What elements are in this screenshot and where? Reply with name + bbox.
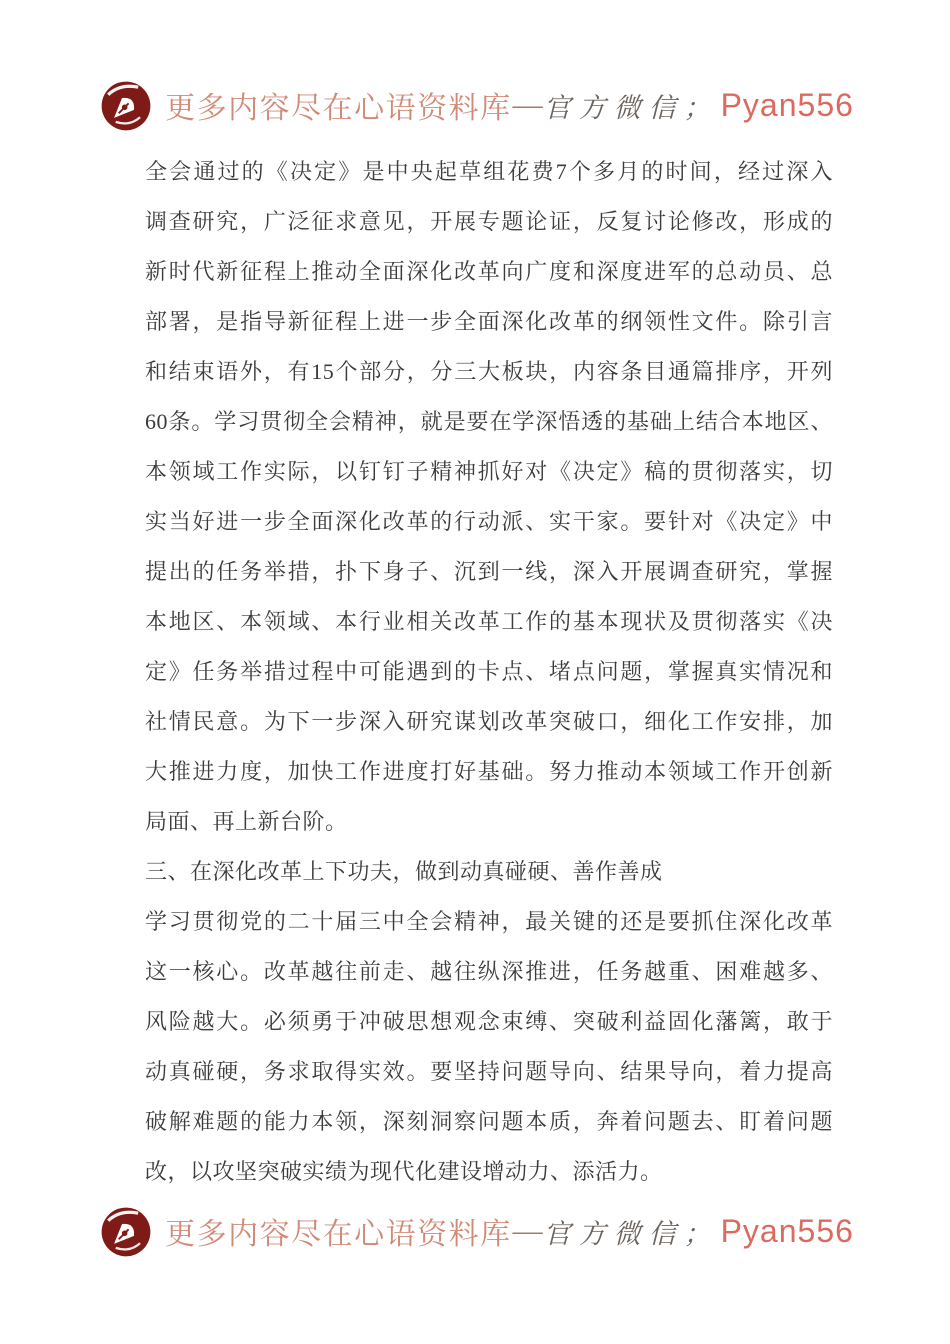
- watermark-text: 更多内容尽在心语资料库: [165, 92, 512, 125]
- text-line: 调查研究，广泛征求意见，开展专题论证，反复讨论修改，形成的: [145, 209, 833, 234]
- watermark-wechat-id: Pyan556: [720, 86, 854, 123]
- text-line: 本地区、本领域、本行业相关改革工作的基本现状及贯彻落实《决: [145, 609, 833, 634]
- text-line: 实当好进一步全面深化改革的行动派、实干家。要针对《决定》中: [145, 509, 833, 534]
- text-line: 全会通过的《决定》是中央起草组花费7个多月的时间，经过深入: [145, 159, 833, 184]
- text-line: 大推进力度，加快工作进度打好基础。努力推动本领域工作开创新: [145, 759, 833, 784]
- text-line: 本领域工作实际，以钉钉子精神抓好对《决定》稿的贯彻落实，切: [145, 459, 833, 484]
- text-line: 学习贯彻党的二十届三中全会精神，最关键的还是要抓住深化改革: [145, 909, 833, 934]
- text-line: 社情民意。为下一步深入研究谋划改革突破口，细化工作安排，加: [145, 709, 833, 734]
- watermark-wechat-label: 官方微信；: [543, 92, 719, 123]
- watermark-wechat-label: 官方微信；: [543, 1218, 719, 1249]
- pen-nib-logo-icon: [96, 74, 156, 136]
- text-line: 局面、再上新台阶。: [145, 809, 348, 834]
- text-line: 这一核心。改革越往前走、越往纵深推进，任务越重、困难越多、: [145, 959, 833, 984]
- text-line: 提出的任务举措，扑下身子、沉到一线，深入开展调查研究，掌握: [145, 559, 833, 584]
- text-line: 新时代新征程上推动全面深化改革向广度和深度进军的总动员、总: [145, 259, 833, 284]
- text-line: 定》任务举措过程中可能遇到的卡点、堵点问题，掌握真实情况和: [145, 659, 833, 684]
- text-line: 破解难题的能力本领，深刻洞察问题本质，奔着问题去、盯着问题: [145, 1109, 833, 1134]
- text-line: 动真碰硬，务求取得实效。要坚持问题导向、结果导向，着力提高: [145, 1059, 833, 1084]
- text-line: 部署，是指导新征程上进一步全面深化改革的纲领性文件。除引言: [145, 309, 833, 334]
- footer-watermark: [0, 1198, 950, 1264]
- document-body: [145, 147, 833, 1197]
- watermark-wechat-id: Pyan556: [720, 1212, 854, 1249]
- text-line: 改，以攻坚突破实绩为现代化建设增动力、添活力。: [145, 1159, 663, 1184]
- watermark-text: 更多内容尽在心语资料库: [165, 1218, 512, 1251]
- header-watermark: [0, 72, 950, 138]
- text-line: 60条。学习贯彻全会精神，就是要在学深悟透的基础上结合本地区、: [145, 409, 833, 434]
- section-heading: 三、在深化改革上下功夫，做到动真碰硬、善作善成: [145, 859, 663, 884]
- text-line: 和结束语外，有15个部分，分三大板块，内容条目通篇排序，开列: [145, 359, 833, 384]
- watermark-dash: —: [512, 88, 543, 121]
- pen-nib-logo-icon: [96, 1200, 156, 1262]
- watermark-dash: —: [512, 1214, 543, 1247]
- text-line: 风险越大。必须勇于冲破思想观念束缚、突破利益固化藩篱，敢于: [145, 1009, 833, 1034]
